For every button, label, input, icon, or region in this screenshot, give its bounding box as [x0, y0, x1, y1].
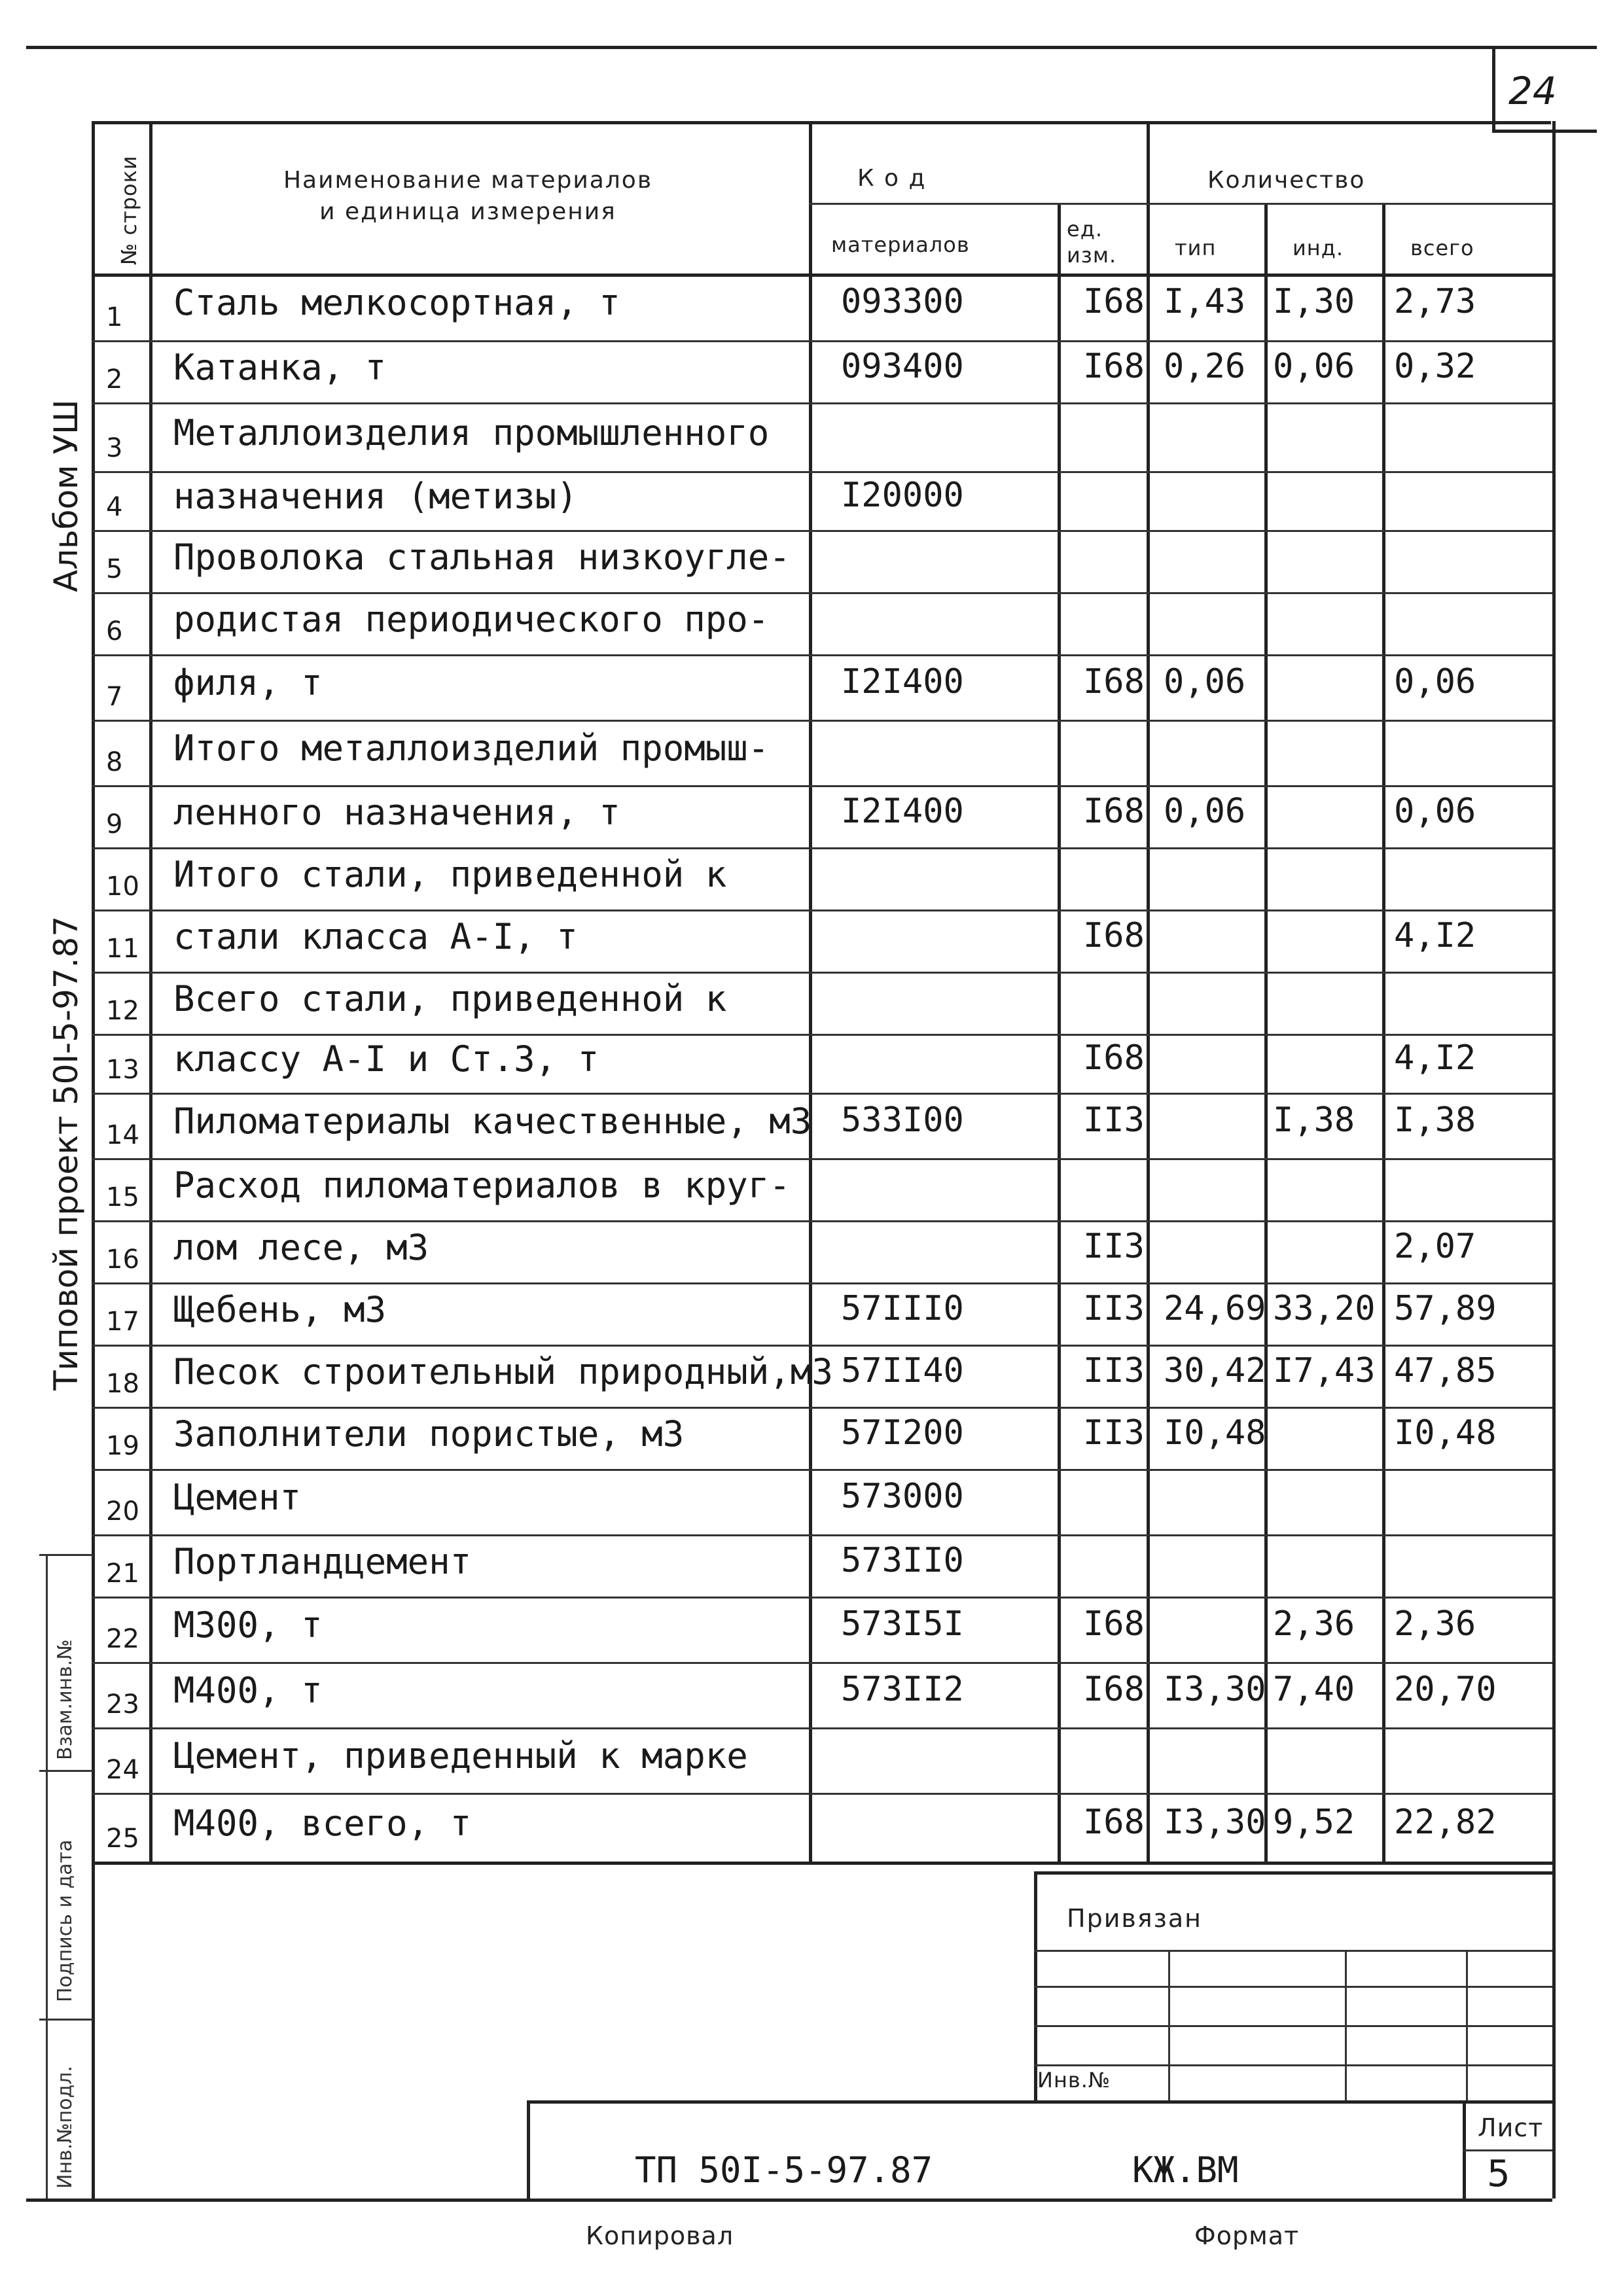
- row-code-cell: I20000: [841, 476, 964, 515]
- row-number: 4: [106, 492, 123, 522]
- row-unit-cell: II3: [1083, 1289, 1145, 1328]
- privyazan-top: [1034, 1871, 1552, 1875]
- row-unit-cell: I68: [1083, 1038, 1145, 1078]
- row-material-name: назначения (метизы): [173, 476, 578, 517]
- row-separator: [92, 847, 1552, 849]
- side-stamp-left: [46, 1554, 48, 2199]
- row-number: 6: [106, 616, 123, 646]
- row-code-cell: 57II40: [841, 1351, 964, 1390]
- side-stamp-line-3: [39, 2019, 93, 2021]
- row-material-name: стали класса А-I, т: [173, 916, 578, 957]
- row-typ-cell: 30,42: [1164, 1351, 1266, 1390]
- row-total-cell: 57,89: [1394, 1289, 1497, 1328]
- header-quantity: Количество: [1207, 167, 1366, 194]
- row-ind-cell: I7,43: [1273, 1351, 1376, 1390]
- row-number: 22: [106, 1624, 139, 1654]
- privyazan-line-2: [1034, 1986, 1552, 1988]
- row-separator: [92, 1220, 1552, 1222]
- col-line-ind: [1264, 203, 1268, 1862]
- side-stamp-line-2: [39, 1770, 93, 1772]
- privyazan-col-2: [1345, 1950, 1347, 2104]
- row-total-cell: 2,73: [1394, 282, 1476, 321]
- table-right-border: [1552, 121, 1556, 2199]
- row-code-cell: 093300: [841, 282, 964, 321]
- row-material-name: Песок строительный природный,м3: [173, 1351, 833, 1392]
- inv-no-label: Инв.№: [1037, 2068, 1111, 2093]
- format-label: Формат: [1194, 2221, 1300, 2250]
- row-unit-cell: I68: [1083, 1803, 1145, 1842]
- row-ind-cell: 0,06: [1273, 347, 1355, 386]
- header-bottom-line: [92, 274, 1552, 277]
- row-total-cell: 4,I2: [1394, 916, 1476, 955]
- row-code-cell: 573II2: [841, 1670, 964, 1709]
- vzam-inv-label: Взам.инв.№: [54, 1639, 77, 1760]
- top-border: [26, 46, 1597, 49]
- row-number: 16: [106, 1245, 139, 1275]
- row-ind-cell: 7,40: [1273, 1670, 1355, 1709]
- project-label: Типовой проект 50I-5-97.87: [47, 915, 85, 1390]
- title-block-left: [527, 2100, 530, 2199]
- row-separator: [92, 530, 1552, 532]
- sheet-number: 5: [1487, 2153, 1510, 2195]
- row-unit-cell: II3: [1083, 1101, 1145, 1140]
- privyazan-col-1: [1168, 1950, 1170, 2104]
- row-separator: [92, 471, 1552, 473]
- row-material-name: Катанка, т: [173, 347, 387, 388]
- row-separator: [92, 1093, 1552, 1095]
- row-typ-cell: 0,26: [1164, 347, 1246, 386]
- row-number: 17: [106, 1307, 139, 1337]
- copied-label: Копировал: [586, 2221, 734, 2250]
- row-material-name: М300, т: [173, 1604, 323, 1646]
- row-separator: [92, 1282, 1552, 1284]
- row-total-cell: 0,06: [1394, 662, 1476, 701]
- row-number: 13: [106, 1055, 139, 1085]
- row-code-cell: 533I00: [841, 1101, 964, 1140]
- row-total-cell: 20,70: [1394, 1670, 1497, 1709]
- row-unit-cell: II3: [1083, 1413, 1145, 1453]
- row-unit-cell: I68: [1083, 282, 1145, 321]
- row-total-cell: 0,06: [1394, 792, 1476, 831]
- row-separator: [92, 1534, 1552, 1536]
- row-unit-cell: I68: [1083, 1670, 1145, 1709]
- page-number-box-bottom: [1492, 130, 1597, 133]
- row-unit-cell: II3: [1083, 1227, 1145, 1266]
- row-separator: [92, 1034, 1552, 1036]
- row-material-name: Портландцемент: [173, 1541, 472, 1582]
- row-ind-cell: I,30: [1273, 282, 1355, 321]
- row-separator: [92, 972, 1552, 974]
- row-number: 12: [106, 996, 139, 1026]
- col-line-code: [809, 121, 812, 1862]
- row-number: 23: [106, 1689, 139, 1720]
- row-number: 3: [106, 433, 123, 463]
- row-total-cell: I,38: [1394, 1101, 1476, 1140]
- row-code-cell: I2I400: [841, 662, 964, 701]
- row-typ-cell: 0,06: [1164, 662, 1246, 701]
- row-material-name: Металлоизделия промышленного: [173, 412, 770, 453]
- row-unit-cell: I68: [1083, 662, 1145, 701]
- row-number: 14: [106, 1120, 139, 1150]
- row-ind-cell: 2,36: [1273, 1604, 1355, 1644]
- row-number: 11: [106, 934, 139, 964]
- header-total: всего: [1410, 236, 1474, 260]
- row-separator: [92, 402, 1552, 404]
- row-separator: [92, 1158, 1552, 1160]
- row-number: 18: [106, 1369, 139, 1399]
- row-material-name: ленного назначения, т: [173, 792, 620, 833]
- row-material-name: Заполнители пористые, м3: [173, 1413, 685, 1455]
- row-total-cell: 4,I2: [1394, 1038, 1476, 1078]
- row-unit-cell: I68: [1083, 1604, 1145, 1644]
- row-number: 21: [106, 1559, 139, 1589]
- row-separator: [92, 720, 1552, 722]
- row-separator: [92, 1407, 1552, 1409]
- privyazan-label: Привязан: [1067, 1904, 1202, 1933]
- row-code-cell: I2I400: [841, 792, 964, 831]
- privyazan-col-3: [1466, 1950, 1468, 2104]
- row-number: 9: [106, 809, 123, 839]
- row-number: 2: [106, 364, 123, 395]
- row-material-name: М400, т: [173, 1670, 323, 1711]
- title-block-top: [527, 2100, 1552, 2104]
- row-typ-cell: 24,69: [1164, 1289, 1266, 1328]
- row-material-name: Пиломатериалы качественные, м3: [173, 1101, 812, 1142]
- row-material-name: классу А-I и Ст.3, т: [173, 1038, 599, 1080]
- sheet-box-divider: [1463, 2149, 1552, 2151]
- row-total-cell: 22,82: [1394, 1803, 1497, 1842]
- row-total-cell: I0,48: [1394, 1413, 1497, 1453]
- row-typ-cell: I,43: [1164, 282, 1246, 321]
- row-material-name: Щебень, м3: [173, 1289, 387, 1330]
- row-code-cell: 57III0: [841, 1289, 964, 1328]
- row-separator: [92, 592, 1552, 594]
- row-separator: [92, 1662, 1552, 1664]
- row-typ-cell: I3,30: [1164, 1670, 1266, 1709]
- page-number-box-left: [1492, 46, 1495, 131]
- row-number: 15: [106, 1182, 139, 1212]
- row-material-name: Расход пиломатериалов в круг-: [173, 1165, 791, 1206]
- row-separator: [92, 1597, 1552, 1598]
- row-material-name: Итого стали, приведенной к: [173, 854, 727, 895]
- row-material-name: родистая периодического про-: [173, 599, 770, 640]
- col-line-unit: [1058, 203, 1061, 1862]
- row-number: 5: [106, 554, 123, 584]
- row-material-name: Цемент: [173, 1477, 302, 1518]
- inv-podl-label: Инв.№подл.: [54, 2066, 77, 2189]
- podpis-data-label: Подпись и дата: [54, 1839, 77, 2002]
- row-number: 20: [106, 1496, 139, 1527]
- row-unit-cell: I68: [1083, 347, 1145, 386]
- row-total-cell: 2,07: [1394, 1227, 1476, 1266]
- row-separator: [92, 910, 1552, 911]
- table-bottom-line: [92, 1862, 1552, 1865]
- row-number: 19: [106, 1431, 139, 1461]
- row-total-cell: 2,36: [1394, 1604, 1476, 1644]
- row-typ-cell: I3,30: [1164, 1803, 1266, 1842]
- row-total-cell: 47,85: [1394, 1351, 1497, 1390]
- row-ind-cell: 9,52: [1273, 1803, 1355, 1842]
- header-ind: инд.: [1293, 236, 1344, 260]
- header-row-no: № строки: [116, 155, 141, 265]
- row-material-name: Всего стали, приведенной к: [173, 978, 727, 1019]
- header-code: К о д: [857, 165, 927, 192]
- row-separator: [92, 1727, 1552, 1729]
- row-number: 25: [106, 1824, 139, 1854]
- row-typ-cell: I0,48: [1164, 1413, 1266, 1453]
- row-code-cell: 573II0: [841, 1541, 964, 1580]
- row-code-cell: 573I5I: [841, 1604, 964, 1644]
- row-material-name: Проволока стальная низкоугле-: [173, 537, 791, 578]
- header-typ: тип: [1175, 236, 1217, 260]
- row-number: 8: [106, 747, 123, 777]
- doc-mark: КЖ.ВМ: [1132, 2149, 1239, 2191]
- row-separator: [92, 340, 1552, 342]
- row-code-cell: 573000: [841, 1477, 964, 1516]
- row-typ-cell: 0,06: [1164, 792, 1246, 831]
- row-code-cell: 57I200: [841, 1413, 964, 1453]
- row-code-cell: 093400: [841, 347, 964, 386]
- row-number: 24: [106, 1755, 139, 1785]
- row-separator: [92, 1469, 1552, 1471]
- side-stamp-line-1: [39, 1554, 93, 1556]
- row-material-name: Сталь мелкосортная, т: [173, 282, 620, 323]
- privyazan-line-3: [1034, 2025, 1552, 2027]
- album-label: Альбом УШ: [47, 399, 85, 592]
- row-unit-cell: I68: [1083, 792, 1145, 831]
- header-name: Наименование материалов и единица измерения: [283, 167, 653, 225]
- row-number: 1: [106, 302, 123, 332]
- row-ind-cell: I,38: [1273, 1101, 1355, 1140]
- col-line-typ: [1147, 121, 1150, 1862]
- table-top-border: [92, 121, 1551, 124]
- row-material-name: М400, всего, т: [173, 1803, 472, 1844]
- col-line-total: [1382, 203, 1385, 1862]
- row-separator: [92, 1345, 1552, 1347]
- row-number: 10: [106, 872, 139, 902]
- row-separator: [92, 654, 1552, 656]
- row-unit-cell: I68: [1083, 916, 1145, 955]
- row-total-cell: 0,32: [1394, 347, 1476, 386]
- bottom-frame-line: [26, 2199, 1552, 2202]
- privyazan-line-1: [1034, 1950, 1552, 1952]
- row-material-name: филя, т: [173, 662, 323, 703]
- privyazan-line-4: [1034, 2064, 1552, 2066]
- row-separator: [92, 1793, 1552, 1795]
- row-material-name: лом лесе, м3: [173, 1227, 429, 1268]
- sheet-label: Лист: [1478, 2113, 1544, 2142]
- header-code-material: материалов: [831, 232, 970, 257]
- doc-code: ТП 50I-5-97.87: [635, 2149, 933, 2191]
- row-number: 7: [106, 682, 123, 712]
- row-material-name: Цемент, приведенный к марке: [173, 1735, 748, 1776]
- page-number: 24: [1508, 69, 1557, 113]
- row-ind-cell: 33,20: [1273, 1289, 1376, 1328]
- header-unit: ед. изм.: [1067, 217, 1117, 268]
- row-material-name: Итого металлоизделий промыш-: [173, 728, 770, 769]
- header-subrow-line: [809, 203, 1552, 205]
- row-separator: [92, 785, 1552, 787]
- row-unit-cell: II3: [1083, 1351, 1145, 1390]
